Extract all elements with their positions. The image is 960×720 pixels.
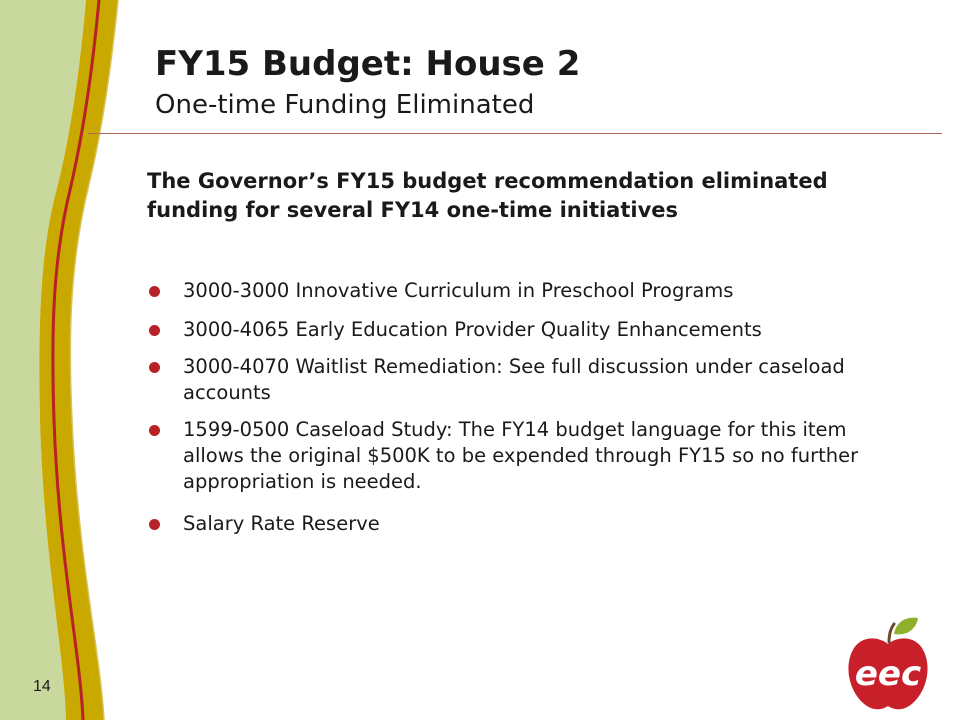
slide-title: FY15 Budget: House 2 <box>155 44 581 84</box>
apple-leaf-icon <box>894 618 918 635</box>
bullet-text: 1599-0500 Caseload Study: The FY14 budget language for this item allows the original $500K to be expended through FY15 so no further appropriation is needed. <box>183 418 859 493</box>
bullet-dot-icon <box>149 519 160 530</box>
bullet-dot-icon <box>149 325 160 336</box>
bullet-dot-icon <box>149 425 160 436</box>
bullet-dot-icon <box>149 286 160 297</box>
bullet-item <box>147 317 887 343</box>
bullet-text: 3000-3000 Innovative Curriculum in Preschool Programs <box>183 279 734 302</box>
bullet-text: 3000-4070 Waitlist Remediation: See full discussion under caseload accounts <box>183 355 845 404</box>
bullet-item <box>147 278 887 304</box>
bullet-dot-icon <box>149 362 160 373</box>
bullet-item <box>147 354 887 406</box>
bullet-text: 3000-4065 Early Education Provider Quality Enhancements <box>183 318 762 341</box>
intro-text: The Governor’s FY15 budget recommendation eliminated funding for several FY14 one-time initiatives <box>147 169 828 222</box>
bullet-item <box>147 417 887 495</box>
page-number: 14 <box>33 678 51 695</box>
logo-text: eec <box>854 654 922 694</box>
title-divider <box>88 133 942 134</box>
bullet-item <box>147 511 887 537</box>
eec-apple-logo <box>842 612 934 712</box>
decorative-side-band <box>0 0 140 720</box>
apple-stem-icon <box>889 624 894 642</box>
slide-subtitle: One-time Funding Eliminated <box>155 90 535 120</box>
bullet-list <box>147 278 887 537</box>
bullet-text: Salary Rate Reserve <box>183 512 380 535</box>
